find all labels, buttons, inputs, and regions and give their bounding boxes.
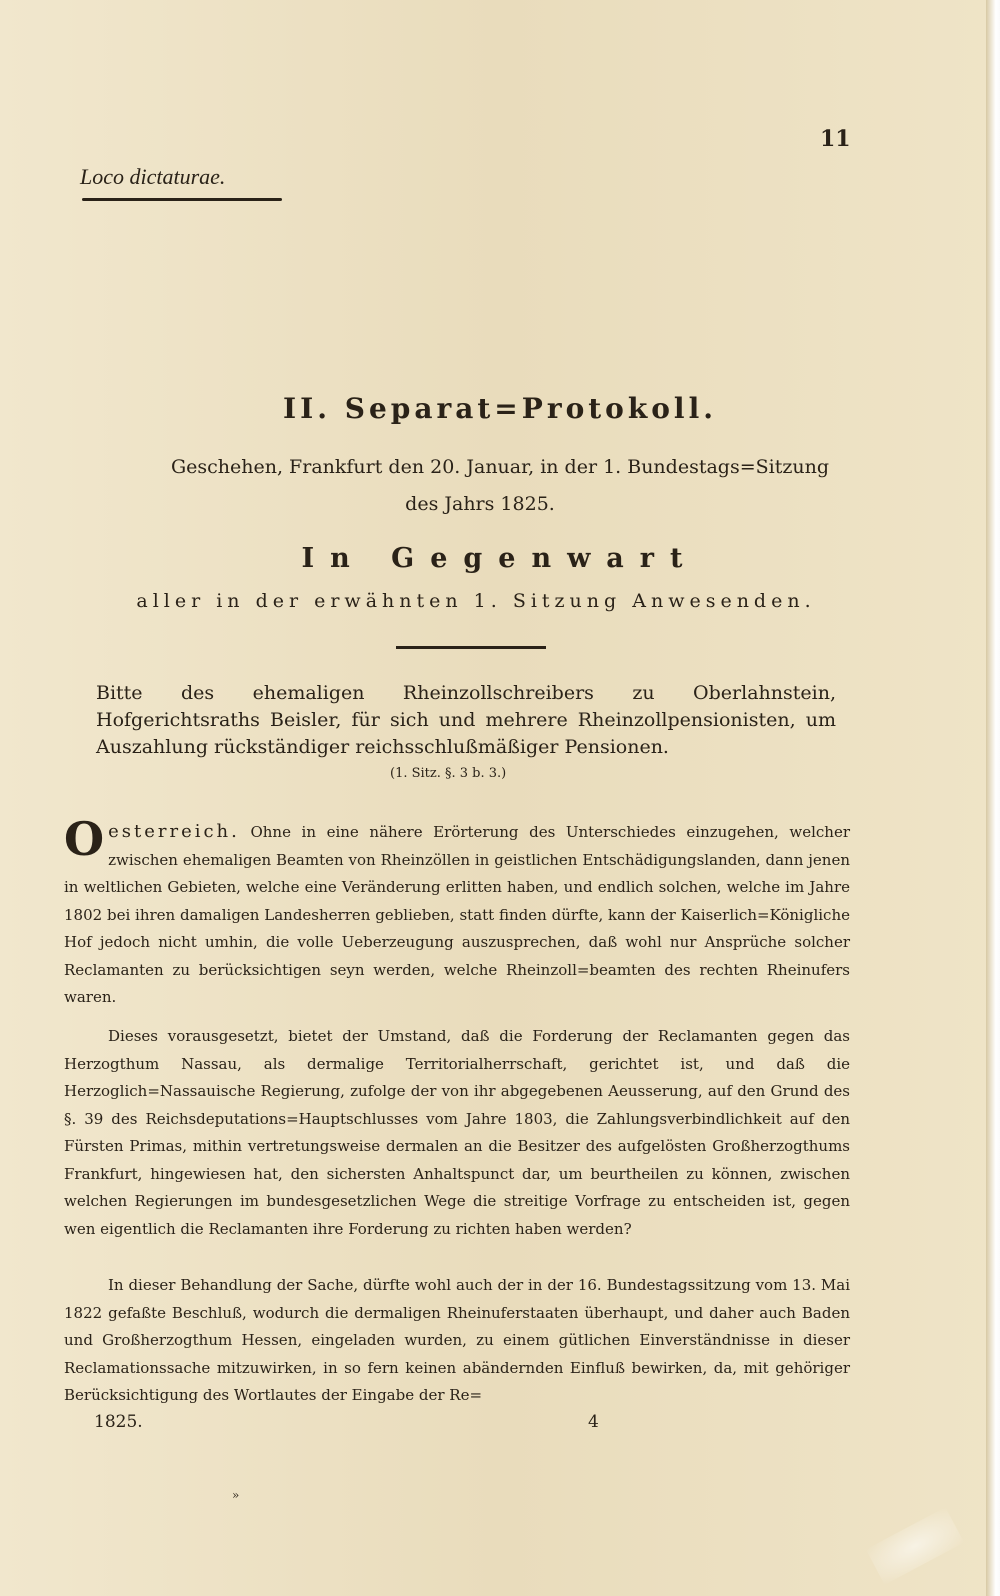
printer-mark: »	[232, 1488, 240, 1502]
page-edge	[986, 0, 1000, 1596]
protocol-date-line: Geschehen, Frankfurt den 20. Januar, in der 1. Bundestags=Sitzung	[170, 456, 830, 478]
paragraph-lead: esterreich.	[108, 821, 240, 842]
paragraph-3-text: In dieser Behandlung der Sache, dürfte wohl auch der in der 16. Bundestagssitzung vom 13. Mai 1822 gefaßte Beschluß, wodurch die dermaligen Rheinuferstaaten überhaupt, und daher auch Baden und Großherzogthum Hessen, eingeladen wurden, zu einem gütlichen Einverständnisse in dieser Reclamationssache mitzuwirken, in so fern keinen abändernden Einfluß bewirken, da, mit gehöriger Berücksichtigung des Wortlautes der Eingabe der Re=	[64, 1276, 850, 1404]
paragraph-3	[64, 1272, 850, 1410]
paper-stain	[866, 1507, 964, 1585]
loco-dictaturae-note: Loco dictaturae.	[80, 164, 226, 189]
signature-mark: 4	[588, 1412, 599, 1432]
presence-subheading: aller in der erwähnten 1. Sitzung Anwesenden.	[136, 590, 816, 612]
presence-heading: In Gegenwart	[301, 543, 699, 574]
dropcap: O	[64, 812, 105, 866]
paragraph-2	[64, 1023, 850, 1243]
footer-year: 1825.	[94, 1412, 143, 1432]
session-reference: (1. Sitz. §. 3 b. 3.)	[390, 766, 507, 781]
protocol-title: II. Separat=Protokoll.	[283, 392, 717, 425]
paragraph-2-text: Dieses vorausgesetzt, bietet der Umstand, daß die Forderung der Reclamanten gegen das Herzogthum Nassau, als dermalige Territorialherrschaft, gerichtet ist, und daß die Herzoglich=Nassauische Regierung, zufolge der von ihr abgegebenen Aeusserung, auf den Grund des §. 39 des Reichsdeputations=Hauptschlusses vom Jahre 1803, die Zahlungsverbindlichkeit auf den Fürsten Primas, mithin vertretungsweise dermalen an die Besitzer des aufgelösten Großherzogthums Frankfurt, hingewiesen hat, den sichersten Anhaltspunct dar, um beurtheilen zu können, zwischen welchen Regierungen im bundesgesetzlichen Wege die streitige Vorfrage zu entscheiden ist, gegen wen eigentlich die Reclamanten ihre Forderung zu richten haben werden?	[64, 1027, 850, 1238]
section-divider	[396, 646, 546, 649]
page-number: 11	[820, 126, 851, 152]
petition-summary: Bitte des ehemaligen Rheinzollschreibers zu Oberlahnstein, Hofgerichtsraths Beisler, für sich und mehrere Rheinzollpensionisten, um Auszahlung rückständiger reichsschlußmäßiger Pensionen.	[96, 682, 836, 758]
protocol-year-line: des Jahrs 1825.	[405, 493, 555, 515]
paragraph-austria	[64, 812, 850, 1012]
loco-underline	[82, 198, 282, 201]
paragraph-1-text: Ohne in eine nähere Erörterung des Unterschiedes einzugehen, welcher zwischen ehemaligen Beamten von Rheinzöllen in geistlichen Entschädigungslanden, dann jenen in weltlichen Gebieten, welche eine Veränderung erlitten haben, und endlich solchen, welche im Jahre 1802 bei ihren damaligen Landesherren geblieben, statt finden dürfte, kann der Kaiserlich=Königliche Hof jedoch nicht umhin, die volle Ueberzeugung auszusprechen, daß wohl nur Ansprüche solcher Reclamanten zu berücksichtigen seyn werden, welche Rheinzoll=beamten des rechten Rheinufers waren.	[64, 823, 850, 1006]
